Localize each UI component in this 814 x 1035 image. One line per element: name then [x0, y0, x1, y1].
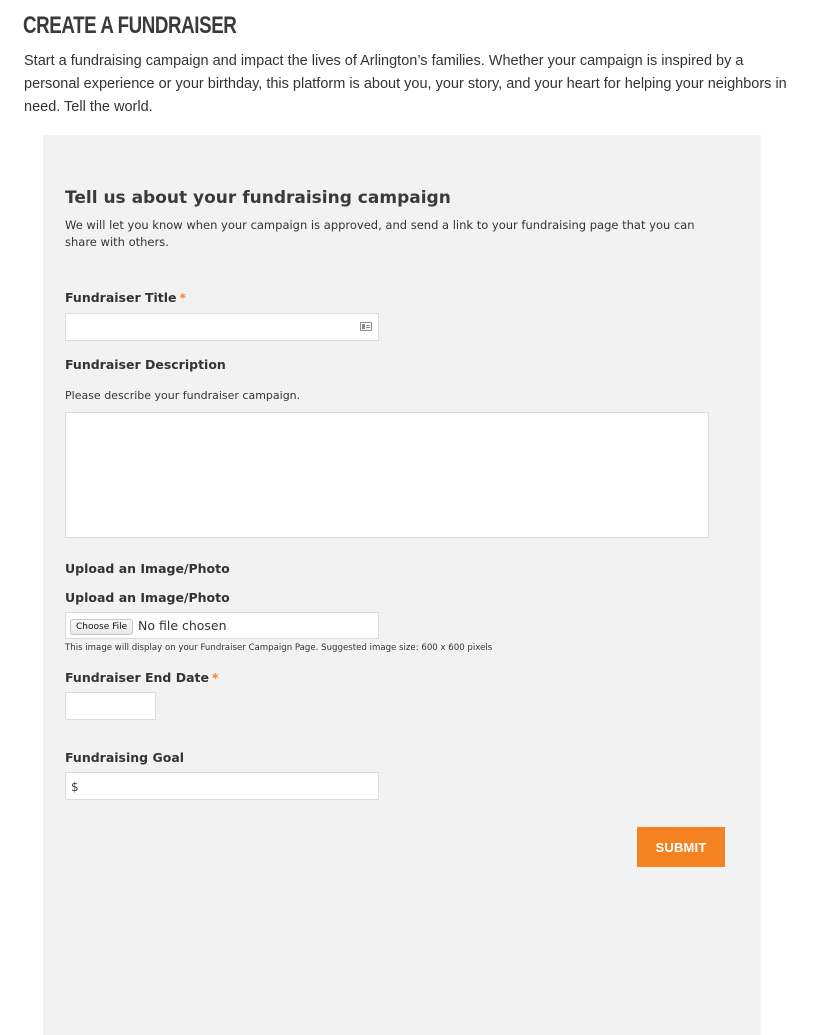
required-asterisk: * — [211, 670, 219, 685]
file-status: No file chosen — [138, 618, 227, 633]
upload-image-label: Upload an Image/Photo — [65, 590, 230, 605]
form-subheading: We will let you know when your campaign is approved, and send a link to your fundraising page that you can share with others. — [65, 218, 695, 249]
fundraiser-description-label: Fundraiser Description — [65, 357, 226, 372]
end-date-input[interactable] — [66, 693, 155, 719]
fundraiser-title-label — [65, 290, 186, 306]
fundraiser-title-input[interactable] — [66, 314, 378, 340]
fundraiser-title-field[interactable] — [65, 313, 379, 341]
intro-text: Start a fundraising campaign and impact the lives of Arlington’s families. Whether your campaign is inspired by a personal experience or your birthday, this platform is about you, your story, and your heart for helping your neighbors in need. Tell the world. — [24, 53, 787, 115]
submit-button[interactable]: SUBMIT — [637, 827, 725, 867]
end-date-label — [65, 670, 219, 686]
fundraiser-title-label-text: Fundraiser Title — [65, 290, 177, 305]
end-date-field[interactable] — [65, 692, 156, 720]
page-title: CREATE A FUNDRAISER — [23, 12, 237, 39]
fundraiser-description-help: Please describe your fundraiser campaign. — [65, 389, 301, 402]
fundraising-goal-label: Fundraising Goal — [65, 750, 185, 765]
contact-card-icon[interactable] — [360, 322, 372, 331]
fundraising-goal-input[interactable] — [66, 773, 378, 799]
fundraiser-description-textarea[interactable] — [66, 413, 708, 537]
choose-file-button[interactable]: Choose File — [70, 619, 133, 635]
fundraiser-description-field[interactable] — [65, 412, 709, 538]
upload-section-label: Upload an Image/Photo — [65, 561, 230, 576]
upload-help: This image will display on your Fundraiser Campaign Page. Suggested image size: 600 x 600 pixels — [65, 643, 493, 653]
fundraising-goal-field[interactable] — [65, 772, 379, 800]
currency-prefix: $ — [71, 780, 79, 794]
required-asterisk: * — [179, 290, 187, 305]
fundraiser-form — [43, 135, 761, 1035]
form-heading: Tell us about your fundraising campaign — [65, 188, 451, 208]
file-upload-field[interactable] — [65, 612, 379, 639]
end-date-label-text: Fundraiser End Date — [65, 670, 209, 685]
